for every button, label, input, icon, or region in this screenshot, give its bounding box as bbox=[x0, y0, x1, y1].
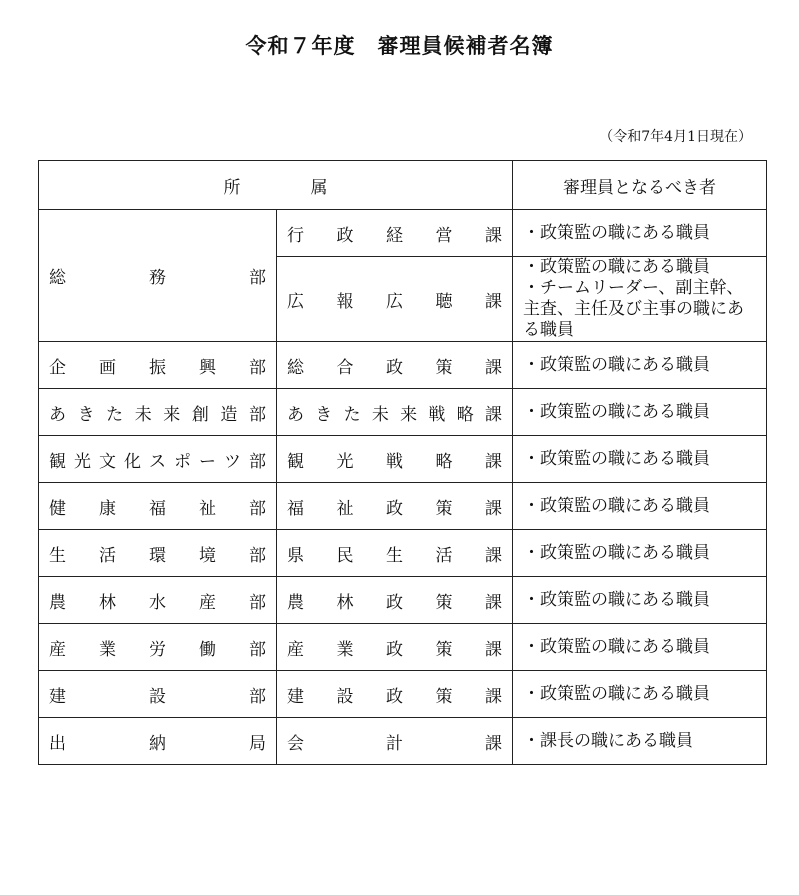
name-char: 策 bbox=[435, 592, 453, 613]
dept-name bbox=[49, 682, 266, 707]
name-char: ス bbox=[149, 451, 166, 472]
name-char: 務 bbox=[149, 268, 166, 288]
name-char: 出 bbox=[49, 733, 66, 754]
name-char: き bbox=[315, 404, 333, 425]
name-char: 課 bbox=[485, 451, 502, 472]
section-cell bbox=[277, 483, 513, 530]
name-char: 労 bbox=[149, 639, 166, 660]
name-char: 祉 bbox=[336, 498, 354, 519]
candidate-text: ・政策監の職にある職員 bbox=[523, 542, 710, 563]
name-char: 来 bbox=[400, 404, 418, 425]
name-char: 広 bbox=[386, 291, 403, 312]
name-char: 課 bbox=[485, 498, 502, 519]
candidate-text: ・政策監の職にある職員 bbox=[523, 589, 710, 610]
name-char: 部 bbox=[249, 268, 266, 288]
name-char: 部 bbox=[249, 498, 266, 519]
section-cell bbox=[277, 577, 513, 624]
name-char: 産 bbox=[287, 639, 304, 660]
table-row bbox=[39, 577, 767, 624]
name-char: 経 bbox=[386, 225, 403, 246]
name-char: 産 bbox=[199, 592, 216, 613]
name-char: 策 bbox=[435, 686, 453, 707]
name-char: 興 bbox=[199, 357, 216, 378]
candidate-cell bbox=[513, 718, 767, 765]
dept-name bbox=[49, 494, 266, 519]
name-char: 県 bbox=[287, 545, 304, 566]
section-name bbox=[287, 287, 502, 312]
name-char: 建 bbox=[49, 686, 66, 707]
document-title: 令和７年度 審理員候補者名簿 bbox=[245, 34, 554, 58]
candidate-cell bbox=[513, 530, 767, 577]
section-name bbox=[287, 447, 502, 472]
name-char: 未 bbox=[134, 404, 152, 425]
name-char: 生 bbox=[49, 545, 66, 566]
name-char: 生 bbox=[386, 545, 403, 566]
name-char: 課 bbox=[485, 291, 502, 312]
section-name bbox=[287, 353, 502, 378]
section-cell bbox=[277, 389, 513, 436]
name-char: ー bbox=[199, 451, 216, 472]
table-row bbox=[39, 342, 767, 389]
header-candidates bbox=[513, 161, 767, 210]
section-cell bbox=[277, 257, 513, 342]
name-char: 農 bbox=[287, 592, 304, 613]
candidate-text: ・政策監の職にある職員 bbox=[523, 495, 710, 516]
name-char: 来 bbox=[163, 404, 181, 425]
name-char: 創 bbox=[191, 404, 209, 425]
candidate-text: ・課長の職にある職員 bbox=[523, 730, 693, 751]
name-char: 総 bbox=[49, 268, 66, 288]
name-char: 広 bbox=[287, 291, 304, 312]
name-char: 部 bbox=[248, 404, 266, 425]
dept-cell bbox=[39, 624, 277, 671]
name-char: 光 bbox=[74, 451, 91, 472]
candidate-cell bbox=[513, 436, 767, 483]
name-char: 未 bbox=[371, 404, 389, 425]
table-row bbox=[39, 389, 767, 436]
name-char: 報 bbox=[336, 291, 354, 312]
name-char: あ bbox=[287, 404, 304, 425]
section-cell bbox=[277, 342, 513, 389]
name-char: 設 bbox=[149, 686, 166, 707]
dept-cell bbox=[39, 530, 277, 577]
as-of-date: （令和7年4月1日現在） bbox=[599, 129, 752, 145]
table-row bbox=[39, 624, 767, 671]
header-affiliation bbox=[39, 161, 513, 210]
section-name bbox=[287, 588, 502, 613]
name-char: 民 bbox=[336, 545, 354, 566]
dept-cell bbox=[39, 436, 277, 483]
name-char: 業 bbox=[336, 639, 354, 660]
name-char: 祉 bbox=[199, 498, 216, 519]
dept-cell bbox=[39, 483, 277, 530]
candidate-roster-table bbox=[38, 160, 767, 765]
name-char: 振 bbox=[149, 357, 166, 378]
dept-cell bbox=[39, 342, 277, 389]
name-char: 観 bbox=[49, 451, 66, 472]
name-char: ツ bbox=[224, 451, 241, 472]
name-char: た bbox=[106, 404, 124, 425]
dept-cell bbox=[39, 577, 277, 624]
name-char: 政 bbox=[336, 225, 354, 246]
section-name bbox=[287, 729, 502, 754]
candidate-cell bbox=[513, 210, 767, 257]
name-char: 政 bbox=[386, 498, 403, 519]
section-name bbox=[287, 494, 502, 519]
table-row bbox=[39, 530, 767, 577]
dept-cell bbox=[39, 671, 277, 718]
section-name bbox=[287, 221, 502, 246]
name-char: 政 bbox=[386, 357, 403, 378]
name-char: あ bbox=[49, 404, 66, 425]
name-char: 策 bbox=[435, 498, 453, 519]
name-char: 納 bbox=[149, 733, 166, 754]
section-name bbox=[287, 635, 502, 660]
name-char: 策 bbox=[435, 357, 453, 378]
name-char: 建 bbox=[287, 686, 304, 707]
dept-name bbox=[49, 400, 266, 425]
header-candidates-label: 審理員となるべき者 bbox=[563, 177, 716, 198]
section-cell bbox=[277, 718, 513, 765]
dept-name bbox=[49, 541, 266, 566]
name-char: 観 bbox=[287, 451, 304, 472]
candidate-cell bbox=[513, 389, 767, 436]
name-char: 戦 bbox=[386, 451, 403, 472]
name-char: 課 bbox=[485, 592, 502, 613]
candidate-text: ・政策監の職にある職員 bbox=[523, 401, 710, 422]
candidate-text: ・政策監の職にある職員 bbox=[523, 222, 710, 243]
name-char: 課 bbox=[485, 686, 502, 707]
dept-name bbox=[49, 263, 266, 288]
section-name bbox=[287, 682, 502, 707]
name-char: 会 bbox=[287, 733, 304, 754]
name-char: 課 bbox=[485, 545, 502, 566]
name-char: 林 bbox=[99, 592, 116, 613]
name-char: 化 bbox=[124, 451, 141, 472]
name-char: 政 bbox=[386, 592, 403, 613]
section-cell bbox=[277, 530, 513, 577]
candidate-text: ・政策監の職にある職員 bbox=[523, 354, 710, 375]
name-char: 課 bbox=[485, 733, 502, 754]
candidate-cell bbox=[513, 483, 767, 530]
name-char: 福 bbox=[149, 498, 166, 519]
name-char: 課 bbox=[484, 404, 502, 425]
dept-cell bbox=[39, 389, 277, 436]
name-char: 課 bbox=[485, 225, 502, 246]
dept-name bbox=[49, 353, 266, 378]
candidate-cell bbox=[513, 577, 767, 624]
section-cell bbox=[277, 671, 513, 718]
candidate-cell bbox=[513, 342, 767, 389]
candidate-text: ・政策監の職にある職員 bbox=[523, 448, 710, 469]
name-char: た bbox=[343, 404, 361, 425]
header-affiliation-char: 所 bbox=[223, 177, 241, 198]
name-char: 境 bbox=[199, 545, 216, 566]
section-cell bbox=[277, 436, 513, 483]
name-char: 部 bbox=[249, 639, 266, 660]
name-char: 総 bbox=[287, 357, 304, 378]
name-char: 課 bbox=[485, 639, 502, 660]
name-char: 農 bbox=[49, 592, 66, 613]
candidate-cell bbox=[513, 671, 767, 718]
name-char: 戦 bbox=[428, 404, 446, 425]
name-char: 光 bbox=[336, 451, 354, 472]
name-char: 策 bbox=[435, 639, 453, 660]
name-char: 局 bbox=[249, 733, 266, 754]
name-char: 略 bbox=[435, 451, 453, 472]
name-char: 産 bbox=[49, 639, 66, 660]
name-char: 聴 bbox=[435, 291, 453, 312]
table-row bbox=[39, 671, 767, 718]
name-char: 康 bbox=[99, 498, 116, 519]
name-char: 環 bbox=[149, 545, 166, 566]
name-char: 部 bbox=[249, 451, 266, 472]
name-char: き bbox=[77, 404, 95, 425]
name-char: 営 bbox=[435, 225, 453, 246]
name-char: 企 bbox=[49, 357, 66, 378]
name-char: 略 bbox=[456, 404, 474, 425]
name-char: 課 bbox=[485, 357, 502, 378]
section-name bbox=[287, 541, 502, 566]
name-char: 林 bbox=[336, 592, 354, 613]
dept-cell bbox=[39, 210, 277, 342]
dept-name bbox=[49, 729, 266, 754]
name-char: 水 bbox=[149, 592, 166, 613]
header-affiliation-char: 属 bbox=[310, 177, 328, 198]
name-char: 健 bbox=[49, 498, 66, 519]
candidate-text: ・政策監の職にある職員 ・チームリーダー、副主幹、主査、主任及び主事の職にある職員 bbox=[523, 257, 744, 340]
name-char: 合 bbox=[336, 357, 354, 378]
section-cell bbox=[277, 210, 513, 257]
name-char: 働 bbox=[199, 639, 216, 660]
name-char: 政 bbox=[386, 686, 403, 707]
table-row bbox=[39, 718, 767, 765]
name-char: 政 bbox=[386, 639, 403, 660]
dept-name bbox=[49, 447, 266, 472]
name-char: 画 bbox=[99, 357, 116, 378]
name-char: 文 bbox=[99, 451, 116, 472]
name-char: 行 bbox=[287, 225, 304, 246]
name-char: 部 bbox=[249, 545, 266, 566]
section-name bbox=[287, 400, 502, 425]
name-char: 活 bbox=[435, 545, 453, 566]
name-char: 福 bbox=[287, 498, 304, 519]
dept-name bbox=[49, 635, 266, 660]
section-cell bbox=[277, 624, 513, 671]
name-char: 部 bbox=[249, 686, 266, 707]
name-char: 業 bbox=[99, 639, 116, 660]
candidate-text: ・政策監の職にある職員 bbox=[523, 636, 710, 657]
name-char: 部 bbox=[249, 357, 266, 378]
name-char: 設 bbox=[336, 686, 354, 707]
name-char: 活 bbox=[99, 545, 116, 566]
name-char: 造 bbox=[220, 404, 238, 425]
dept-name bbox=[49, 588, 266, 613]
candidate-text: ・政策監の職にある職員 bbox=[523, 683, 710, 704]
table-row bbox=[39, 210, 767, 257]
name-char: ポ bbox=[174, 451, 191, 472]
name-char: 計 bbox=[386, 733, 403, 754]
table-row bbox=[39, 436, 767, 483]
table-header-row bbox=[39, 161, 767, 210]
candidate-cell bbox=[513, 257, 767, 342]
table-row bbox=[39, 483, 767, 530]
name-char: 部 bbox=[249, 592, 266, 613]
candidate-cell bbox=[513, 624, 767, 671]
dept-cell bbox=[39, 718, 277, 765]
